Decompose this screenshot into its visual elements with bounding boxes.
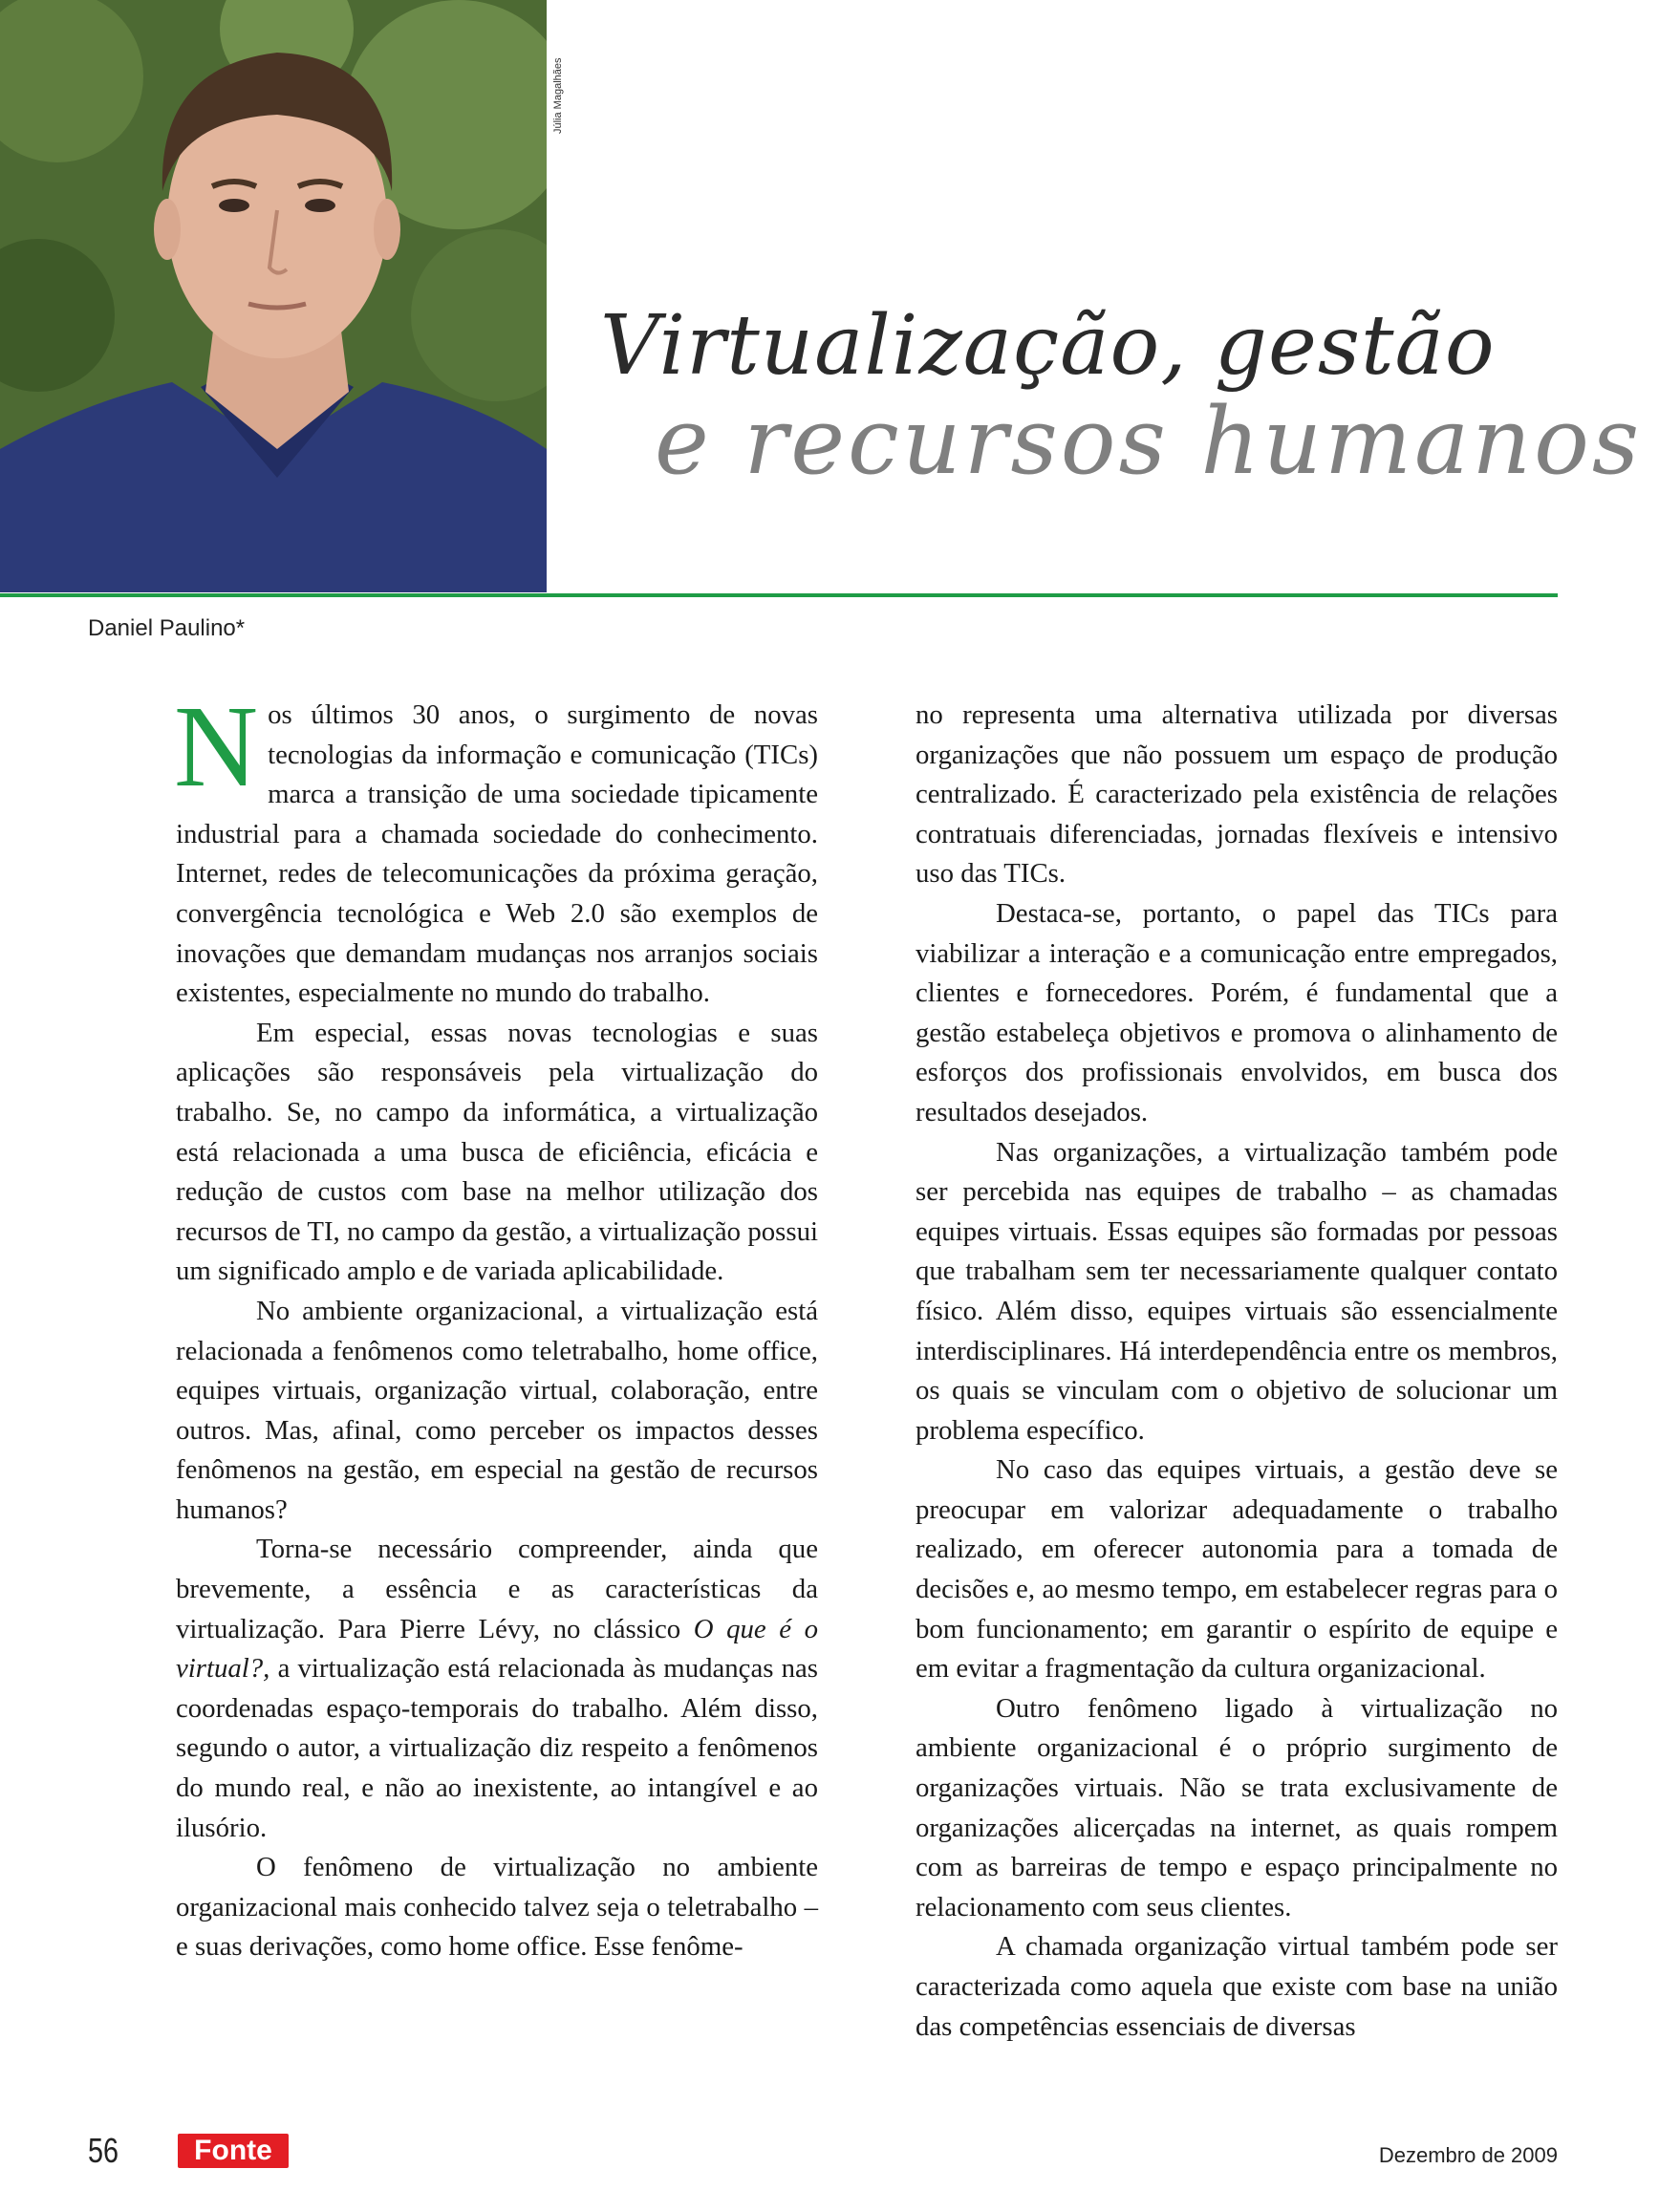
paragraph: Outro fenômeno ligado à virtualização no ambiente organizacional é o próprio surgimento de organizações virtuais. Não se trata exclusivamente de organizações alicerçadas na internet, as quais rompem com as barreiras de tempo e espaço principalmente no relacionamento com seus clientes. bbox=[916, 1692, 1558, 1922]
article-column-right bbox=[916, 696, 1558, 2047]
paragraph: A chamada organização virtual também pode ser caracterizada como aquela que existe com base na união das competências essenciais de diversas bbox=[916, 1931, 1558, 2042]
article-column-left bbox=[174, 682, 819, 1967]
paragraph bbox=[176, 1530, 818, 1848]
paragraph bbox=[174, 682, 818, 1014]
drop-cap: N bbox=[174, 682, 259, 811]
issue-date: Dezembro de 2009 bbox=[1378, 2143, 1558, 2167]
book-title: O que é o virtual?, bbox=[176, 1613, 818, 1685]
paragraph: Destaca-se, portanto, o papel das TICs para viabilizar a interação e a comunicação entre empregados, clientes e fornecedores. Porém, é fundamental que a gestão estabeleça objetivos e promova o alinhamento de esforços dos profissionais envolvidos, em busca dos resultados desejados. bbox=[916, 897, 1558, 1127]
paragraph-text: Torna-se necessário compreender, ainda que brevemente, a essência e as características da virtualização. Para Pierre Lévy, no clássico bbox=[176, 1534, 818, 1644]
paragraph: Em especial, essas novas tecnologias e suas aplicações são responsáveis pela virtualização do trabalho. Se, no campo da informática, a virtualização está relacionada a uma busca de eficiência, eficácia e redução de custos com base na melhor utilização dos recursos de TI, no campo da gestão, a virtualização possui um significado amplo e de variada aplicabilidade. bbox=[176, 1017, 818, 1287]
paragraph: No caso das equipes virtuais, a gestão deve se preocupar em valorizar adequadamente o trabalho realizado, em oferecer autonomia para a tomada de decisões e, ao mesmo tempo, em estabelecer regras para o bom funcionamento; em garantir o espírito de equipe e em evitar a fragmentação da cultura organizacional. bbox=[916, 1454, 1558, 1685]
paragraph: Nas organizações, a virtualização também pode ser percebida nas equipes de trabalho – as chamadas equipes virtuais. Essas equipes são formadas por pessoas que trabalham sem ter necessariamente qualquer contato físico. Além disso, equipes virtuais são essencialmente interdisciplinares. Há interdependência entre os membros, os quais se vinculam com o objetivo de solucionar um problema específico. bbox=[916, 1136, 1558, 1446]
paragraph: no representa uma alternativa utilizada por diversas organizações que não possuem um espaço de produção centralizado. É caracterizado pela existência de relações contratuais diferenciadas, jornadas flexíveis e intensivo uso das TICs. bbox=[916, 699, 1558, 890]
magazine-logo: Fonte bbox=[178, 2134, 289, 2168]
title-divider bbox=[0, 593, 1558, 597]
paragraph: O fenômeno de virtualização no ambiente organizacional mais conhecido talvez seja o teletrabalho – e suas derivações, como home office. Esse fenôme- bbox=[176, 1852, 818, 1963]
page-number: 56 bbox=[88, 2131, 119, 2170]
paragraph: No ambiente organizacional, a virtualização está relacionada a fenômenos como teletrabalho, home office, equipes virtuais, organização virtual, colaboração, entre outros. Mas, afinal, como perceber os impactos desses fenômenos na gestão, em especial na gestão de recursos humanos? bbox=[176, 1295, 818, 1525]
article-title-line2: e recursos humanos bbox=[655, 388, 1643, 495]
article-title-line1: Virtualização, gestão bbox=[600, 298, 1496, 394]
photo-credit: Júlia Magalhães bbox=[552, 57, 564, 134]
paragraph-text: a virtualização está relacionada às mudanças nas coordenadas espaço-temporais do trabalho. Além disso, segundo o autor, a virtualização diz respeito a fenômenos do mundo real, e não ao inexistente, ao intangível e ao ilusório. bbox=[176, 1653, 819, 1843]
paragraph-text: os últimos 30 anos, o surgimento de novas tecnologias da informação e comunicação (TICs) marca a transição de uma sociedade tipicamente industrial para a chamada sociedade do conhecimento. Internet, redes de telecomunicações da próxima geração, convergência tecnológica e Web 2.0 são exemplos de inovações que demandam mudanças nos arranjos sociais existentes, especialmente no mundo do trabalho. bbox=[176, 699, 818, 1009]
author-byline: Daniel Paulino* bbox=[88, 615, 246, 641]
author-photo bbox=[0, 0, 547, 592]
